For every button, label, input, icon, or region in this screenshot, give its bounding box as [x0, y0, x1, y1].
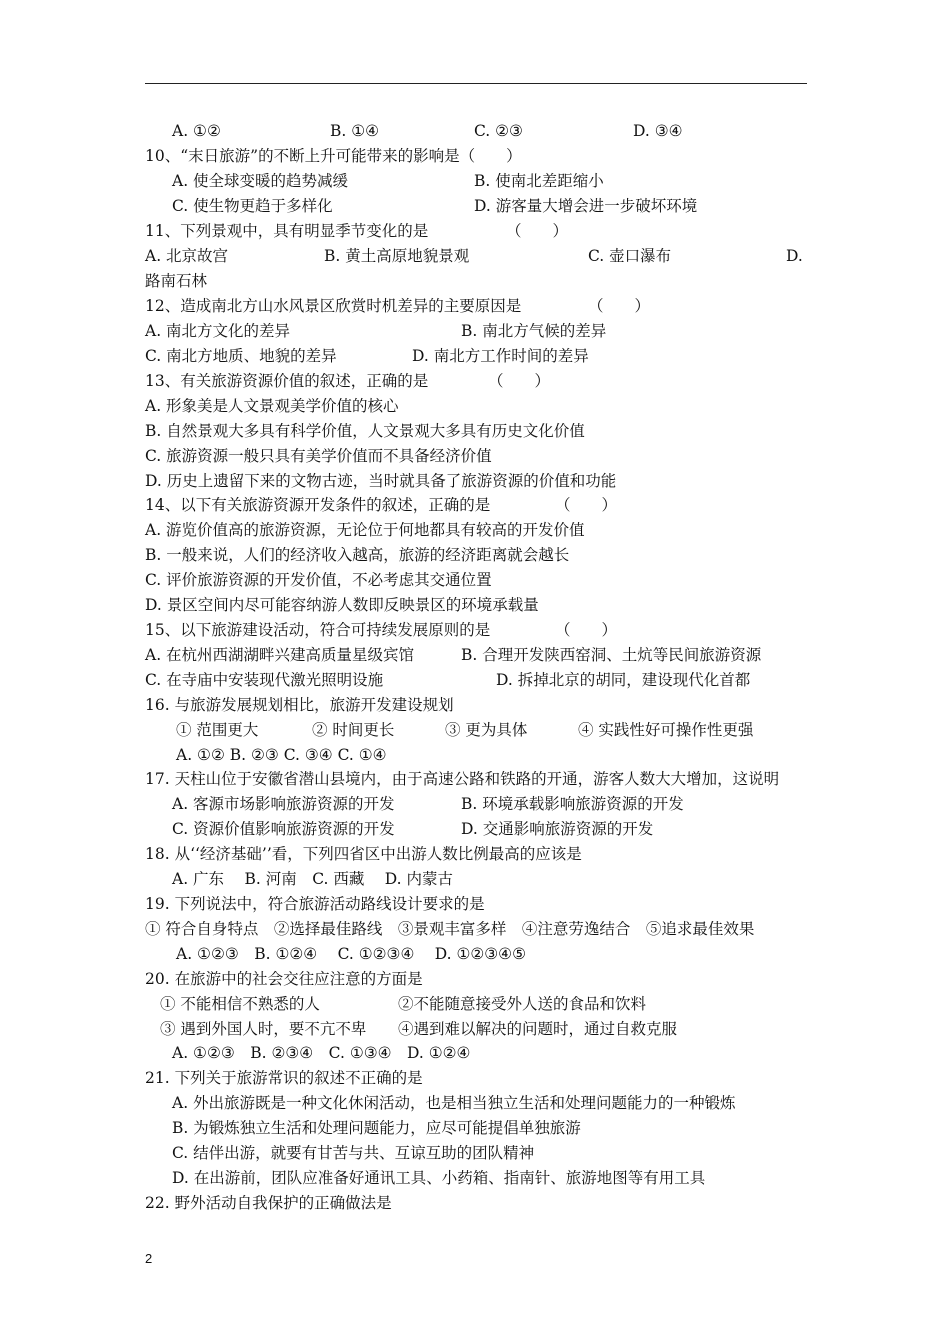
text-line: ① 范围更大 [176, 721, 259, 739]
text-line: C. ②③ [474, 122, 523, 140]
text-line: 15、以下旅游建设活动，符合可持续发展原则的是 [145, 621, 491, 639]
text-line: ④ 实践性好可操作性更强 [578, 721, 754, 739]
text-line: C. 在寺庙中安装现代激光照明设施 [145, 671, 384, 689]
text-line: D. 拆掉北京的胡同，建设现代化首都 [496, 671, 751, 689]
text-line: ① 不能相信不熟悉的人 [160, 995, 320, 1013]
text-line: D. 南北方工作时间的差异 [412, 347, 589, 365]
text-line: A. ①②③ B. ②③④ C. ①③④ D. ①②④ [172, 1044, 471, 1062]
text-line: D. 游客量大增会进一步破坏环境 [474, 197, 698, 215]
text-line: 22. 野外活动自我保护的正确做法是 [145, 1194, 392, 1212]
text-line: 14、以下有关旅游资源开发条件的叙述，正确的是 [145, 496, 491, 514]
text-line: （ ） [506, 222, 569, 240]
text-line: A. 外出旅游既是一种文化休闲活动，也是相当独立生活和处理问题能力的一种锻炼 [172, 1094, 736, 1112]
text-line: A. 广东 B. 河南 C. 西藏 D. 内蒙古 [172, 870, 454, 888]
text-line: A. ①② [172, 122, 221, 140]
text-line: B. ①④ [330, 122, 380, 140]
header-rule [145, 83, 807, 84]
text-line: A. ①②③ B. ①②④ C. ①②③④ D. ①②③④⑤ [176, 945, 526, 963]
text-line: C. 资源价值影响旅游资源的开发 [172, 820, 395, 838]
text-line: B. 南北方气候的差异 [461, 322, 607, 340]
text-line: （ ） [488, 372, 551, 390]
text-line: C. 南北方地质、地貌的差异 [145, 347, 337, 365]
text-line: D. ③④ [633, 122, 683, 140]
text-line: A. 客源市场影响旅游资源的开发 [172, 795, 395, 813]
text-line: C. 壶口瀑布 [588, 247, 672, 265]
text-line: ② 时间更长 [312, 721, 395, 739]
text-line: D. 景区空间内尽可能容纳游人数即反映景区的环境承载量 [145, 596, 539, 614]
text-line: ① 符合自身特点 ②选择最佳路线 ③景观丰富多样 ④注意劳逸结合 ⑤追求最佳效果 [145, 920, 755, 938]
text-line: A. 在杭州西湖湖畔兴建高质量星级宾馆 [145, 646, 415, 664]
text-line: B. 一般来说，人们的经济收入越高，旅游的经济距离就会越长 [145, 546, 570, 564]
page-number: 2 [145, 1251, 153, 1266]
text-line: B. 环境承载影响旅游资源的开发 [461, 795, 684, 813]
text-line: 21. 下列关于旅游常识的叙述不正确的是 [145, 1069, 423, 1087]
text-line: A. 形象美是人文景观美学价值的核心 [145, 397, 399, 415]
text-line: B. 使南北差距缩小 [474, 172, 604, 190]
text-line: （ ） [555, 621, 618, 639]
text-line: C. 使生物更趋于多样化 [172, 197, 333, 215]
text-line: A. 北京故宫 [145, 247, 229, 265]
text-line: A. 使全球变暖的趋势减缓 [172, 172, 349, 190]
text-line: ②不能随意接受外人送的食品和饮料 [398, 995, 647, 1013]
text-line: C. 评价旅游资源的开发价值，不必考虑其交通位置 [145, 571, 492, 589]
text-line: 20. 在旅游中的社会交往应注意的方面是 [145, 970, 423, 988]
text-line: D. [786, 247, 803, 265]
text-line: C. 旅游资源一般只具有美学价值而不具备经济价值 [145, 447, 492, 465]
text-line: D. 在出游前，团队应准备好通讯工具、小药箱、指南针、旅游地图等有用工具 [172, 1169, 706, 1187]
text-line: 10、“末日旅游”的不断上升可能带来的影响是（ ） [145, 147, 522, 165]
text-line: 19. 下列说法中，符合旅游活动路线设计要求的是 [145, 895, 485, 913]
text-line: A. 南北方文化的差异 [145, 322, 291, 340]
text-line: B. 自然景观大多具有科学价值，人文景观大多具有历史文化价值 [145, 422, 585, 440]
text-line: A. ①② B. ②③ C. ③④ C. ①④ [176, 746, 387, 764]
text-line: C. 结伴出游，就要有甘苦与共、互谅互助的团队精神 [172, 1144, 535, 1162]
text-line: ④遇到难以解决的问题时，通过自救克服 [398, 1020, 678, 1038]
text-line: 17. 天柱山位于安徽省潜山县境内，由于高速公路和铁路的开通，游客人数大大增加，这说明 [145, 770, 780, 788]
text-line: （ ） [555, 496, 618, 514]
text-line: ③ 遇到外国人时，要不亢不卑 [160, 1020, 367, 1038]
text-line: D. 历史上遗留下来的文物古迹，当时就具备了旅游资源的价值和功能 [145, 472, 617, 490]
text-line: 18. 从‘‘经济基础’’看，下列四省区中出游人数比例最高的应该是 [145, 845, 582, 863]
text-line: （ ） [588, 297, 651, 315]
text-line: A. 游览价值高的旅游资源，无论位于何地都具有较高的开发价值 [145, 521, 585, 539]
text-line: 11、下列景观中，具有明显季节变化的是 [145, 222, 429, 240]
text-line: 路南石林 [145, 272, 208, 290]
text-line: 13、有关旅游资源价值的叙述，正确的是 [145, 372, 429, 390]
text-line: D. 交通影响旅游资源的开发 [461, 820, 654, 838]
text-line: B. 合理开发陕西窑洞、土炕等民间旅游资源 [461, 646, 762, 664]
text-line: B. 黄土高原地貌景观 [324, 247, 470, 265]
text-line: ③ 更为具体 [445, 721, 528, 739]
text-line: 12、造成南北方山水风景区欣赏时机差异的主要原因是 [145, 297, 522, 315]
text-line: B. 为锻炼独立生活和处理问题能力，应尽可能提倡单独旅游 [172, 1119, 581, 1137]
text-line: 16. 与旅游发展规划相比，旅游开发建设规划 [145, 696, 454, 714]
